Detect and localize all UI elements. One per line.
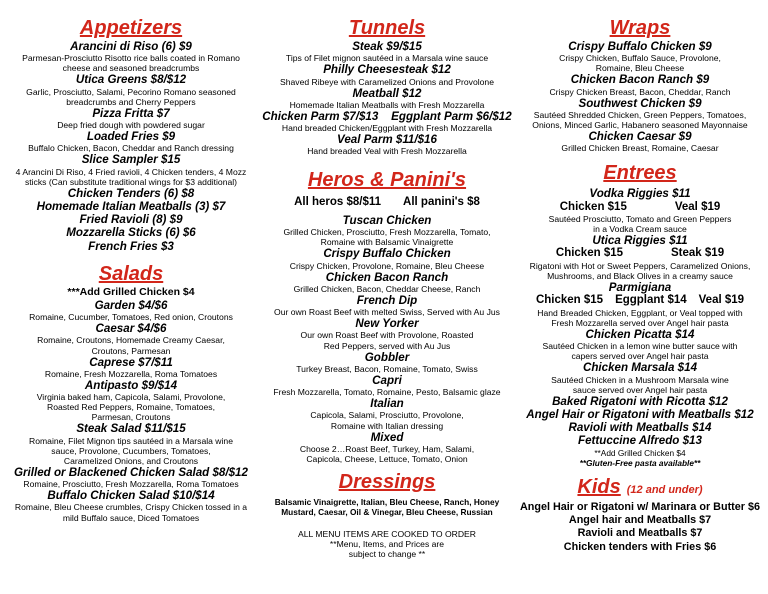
menu-item: Grilled or Blackened Chicken Salad $8/$12 Romaine, Prosciutto, Fresh Mozzarella, Roma Tomatoes — [14, 465, 248, 490]
menu-item: Italian Capicola, Salami, Prosciutto, Provolone, Romaine with Italian dressing — [310, 397, 464, 431]
menu-item: Garden $4/$6 Romaine, Cucumber, Tomatoes, Red onion, Croutons — [29, 298, 233, 323]
menu-item: Chicken Picatta $14 Sautéed Chicken in a lemon wine butter sauce with capers served over Angel hair pasta — [542, 328, 738, 362]
menu-item: Capri Fresh Mozzarella, Tomato, Romaine, Pesto, Balsamic glaze — [273, 373, 501, 398]
menu-item: Crispy Buffalo Chicken Crispy Chicken, Provolone, Romaine, Bleu Cheese — [289, 247, 485, 271]
gluten-free-note: **Gluten-Free pasta available** — [579, 457, 701, 468]
menu-item: Chicken Caesar $9 Grilled Chicken Breast, Romaine, Caesar — [561, 130, 719, 154]
salads-list — [0, 299, 262, 523]
kids-header — [512, 475, 768, 499]
menu-item: Homemade Italian Meatballs (3) $7 — [36, 199, 226, 213]
menu-item: French Fries $3 — [88, 239, 174, 253]
menu-item: Fettuccine Alfredo $13 — [578, 434, 702, 448]
menu-item: Pizza Fritta $7 Deep fried dough with powdered sugar — [57, 106, 205, 130]
tunnels-list — [262, 40, 512, 156]
left-column — [0, 0, 262, 523]
entrees-list — [512, 187, 768, 467]
salads-note: ***Add Grilled Chicken $4 — [67, 285, 195, 298]
menu-item: French Dip Our own Roast Beef with melted Swiss, Served with Au Jus — [274, 293, 500, 318]
menu-item: Buffalo Chicken Salad $10/$14 Romaine, Bleu Cheese crumbles, Crispy Chicken tossed in a mild Buffalo sauce, Diced Tomatoes — [14, 489, 248, 523]
menu-item: Chicken tenders with Fries $6 — [563, 540, 717, 553]
menu-item: Ravioli and Meatballs $7 — [577, 527, 703, 540]
menu-item: Antipasto $9/$14 Virginia baked ham, Capicola, Salami, Provolone, Roasted Red Peppers, Romaine, Tomatoes, Parmesan, Croutons — [36, 378, 226, 423]
heros-price: All heros $8/$11 — [294, 196, 382, 209]
menu-item: Caesar $4/$6 Romaine, Croutons, Homemade Creamy Caesar, Croutons, Parmesan — [37, 322, 225, 356]
menu-item: Slice Sampler $15 4 Arancini Di Riso, 4 Fried ravioli, 4 Chicken tenders, 4 Mozz sticks (Can substitute traditional wings for $3 additional) — [15, 153, 247, 187]
menu-item: Ravioli with Meatballs $14 — [568, 421, 712, 435]
menu-item: Philly Cheesesteak $12 Shaved Ribeye with Caramelized Onions and Provolone — [279, 63, 494, 87]
menu-item: Arancini di Riso (6) $9 Parmesan-Prosciutto Risotto rice balls coated in Romano cheese and seasoned breadcrumbs — [22, 40, 240, 74]
kids-subtitle: (12 and under) — [626, 483, 703, 496]
menu-item: Tuscan Chicken Grilled Chicken, Prosciutto, Fresh Mozzarella, Tomato, Romaine with Balsamic Vinaigrette — [283, 213, 491, 248]
menu-item: Utica Riggies $11 Chicken $15 Steak $19 Rigatoni with Hot or Sweet Peppers, Caramelized Onions, Mushrooms, and Black Olives in a creamy sauce — [529, 234, 751, 282]
heros-list — [262, 214, 512, 464]
menu-item: Chicken Parm $7/$13 Eggplant Parm $6/$12 Hand breaded Chicken/Eggplant with Fresh Mozzarella — [262, 109, 512, 134]
entrees-add-note: **Add Grilled Chicken $4 — [594, 447, 686, 458]
menu-item: Caprese $7/$11 Romaine, Fresh Mozzarella, Roma Tomatoes — [44, 355, 218, 379]
menu-item: Steak $9/$15 Tips of Filet mignon sautéed in a Marsala wine sauce — [285, 40, 489, 64]
menu-item: Gobbler Turkey Breast, Bacon, Romaine, Tomato, Swiss — [296, 350, 478, 374]
menu-item: Steak Salad $11/$15 Romaine, Filet Mignon tips sautéed in a Marsala wine sauce, Provolone, Cucumbers, Tomatoes, Caramelized Onions, and Croutons — [29, 422, 233, 466]
heros-prices — [262, 196, 512, 210]
menu-item: Veal Parm $11/$16 Hand breaded Veal with Fresh Mozzarella — [307, 133, 467, 157]
menu-item: Chicken Marsala $14 Sautéed Chicken in a Mushroom Marsala wine sauce served over Angel hair pasta — [551, 361, 729, 395]
menu-item: Meatball $12 Homemade Italian Meatballs with Fresh Mozzarella — [289, 86, 485, 110]
middle-column — [262, 0, 512, 560]
kids-heading: Kids — [577, 475, 621, 498]
menu-item: Angel Hair or Rigatoni with Meatballs $12 — [526, 408, 754, 422]
menu-item: Chicken Bacon Ranch $9 Crispy Chicken Breast, Bacon, Cheddar, Ranch — [549, 73, 731, 97]
menu-item: Crispy Buffalo Chicken $9 Crispy Chicken, Buffalo Sauce, Provolone, Romaine, Bleu Cheese — [559, 40, 721, 74]
menu-item: Angel hair and Meatballs $7 — [568, 514, 712, 527]
menu-item: Mozzarella Sticks (6) $6 — [66, 226, 196, 240]
panini-price: All panini's $8 — [403, 196, 480, 209]
dressings-heading: Dressings — [338, 471, 436, 494]
heros-heading: Heros & Panini's — [307, 169, 467, 192]
menu-footer-note: ALL MENU ITEMS ARE COOKED TO ORDER **Menu, Items, and Prices are subject to change ** — [298, 529, 476, 560]
appetizers-list — [0, 40, 262, 253]
menu-item: Mixed Choose 2…Roast Beef, Turkey, Ham, Salami, Capicola, Cheese, Lettuce, Tomato, Onion — [299, 430, 475, 464]
menu-item: Loaded Fries $9 Buffalo Chicken, Bacon, Cheddar and Ranch dressing — [28, 130, 234, 154]
menu-item: Vodka Riggies $11 Chicken $15 Veal $19 Sautéed Prosciutto, Tomato and Green Peppers in a Vodka Cream sauce — [548, 187, 732, 235]
menu-item: Southwest Chicken $9 Sautéed Shredded Chicken, Green Peppers, Tomatoes, Onions, Minced Garlic, Habanero seasoned Mayonnaise — [532, 96, 748, 130]
tunnels-heading: Tunnels — [348, 17, 426, 39]
salads-heading: Salads — [98, 262, 164, 285]
menu-item: New Yorker Our own Roast Beef with Provolone, Roasted Red Peppers, served with Au Jus — [300, 317, 474, 351]
wraps-list — [512, 40, 768, 153]
menu-item: Angel Hair or Rigatoni w/ Marinara or Butter $6 — [520, 500, 760, 513]
menu-item: Chicken Bacon Ranch Grilled Chicken, Bacon, Cheddar Cheese, Ranch — [293, 270, 481, 294]
entrees-heading: Entrees — [603, 162, 677, 185]
appetizers-heading: Appetizers — [79, 17, 183, 39]
menu-item: Chicken Tenders (6) $8 — [67, 186, 195, 200]
menu-item: Utica Greens $8/$12 Garlic, Prosciutto, Salami, Pecorino Romano seasoned breadcrumbs and Cherry Peppers — [26, 73, 236, 107]
dressings-list: Balsamic Vinaigrette, Italian, Bleu Cheese, Ranch, Honey Mustard, Caesar, Oil & Vinegar, Bleu Cheese, Russian — [274, 497, 500, 518]
menu-item: Baked Rigatoni with Ricotta $12 — [552, 394, 728, 408]
right-column — [512, 0, 768, 554]
wraps-heading: Wraps — [609, 17, 671, 39]
menu-item: Parmigiana Chicken $15 Eggplant $14 Veal $19 Hand Breaded Chicken, Eggplant, or Veal topped with Fresh Mozzarella served over Angel hair pasta — [535, 281, 745, 328]
kids-list — [512, 501, 768, 555]
menu-item: Fried Ravioli (8) $9 — [79, 213, 183, 227]
